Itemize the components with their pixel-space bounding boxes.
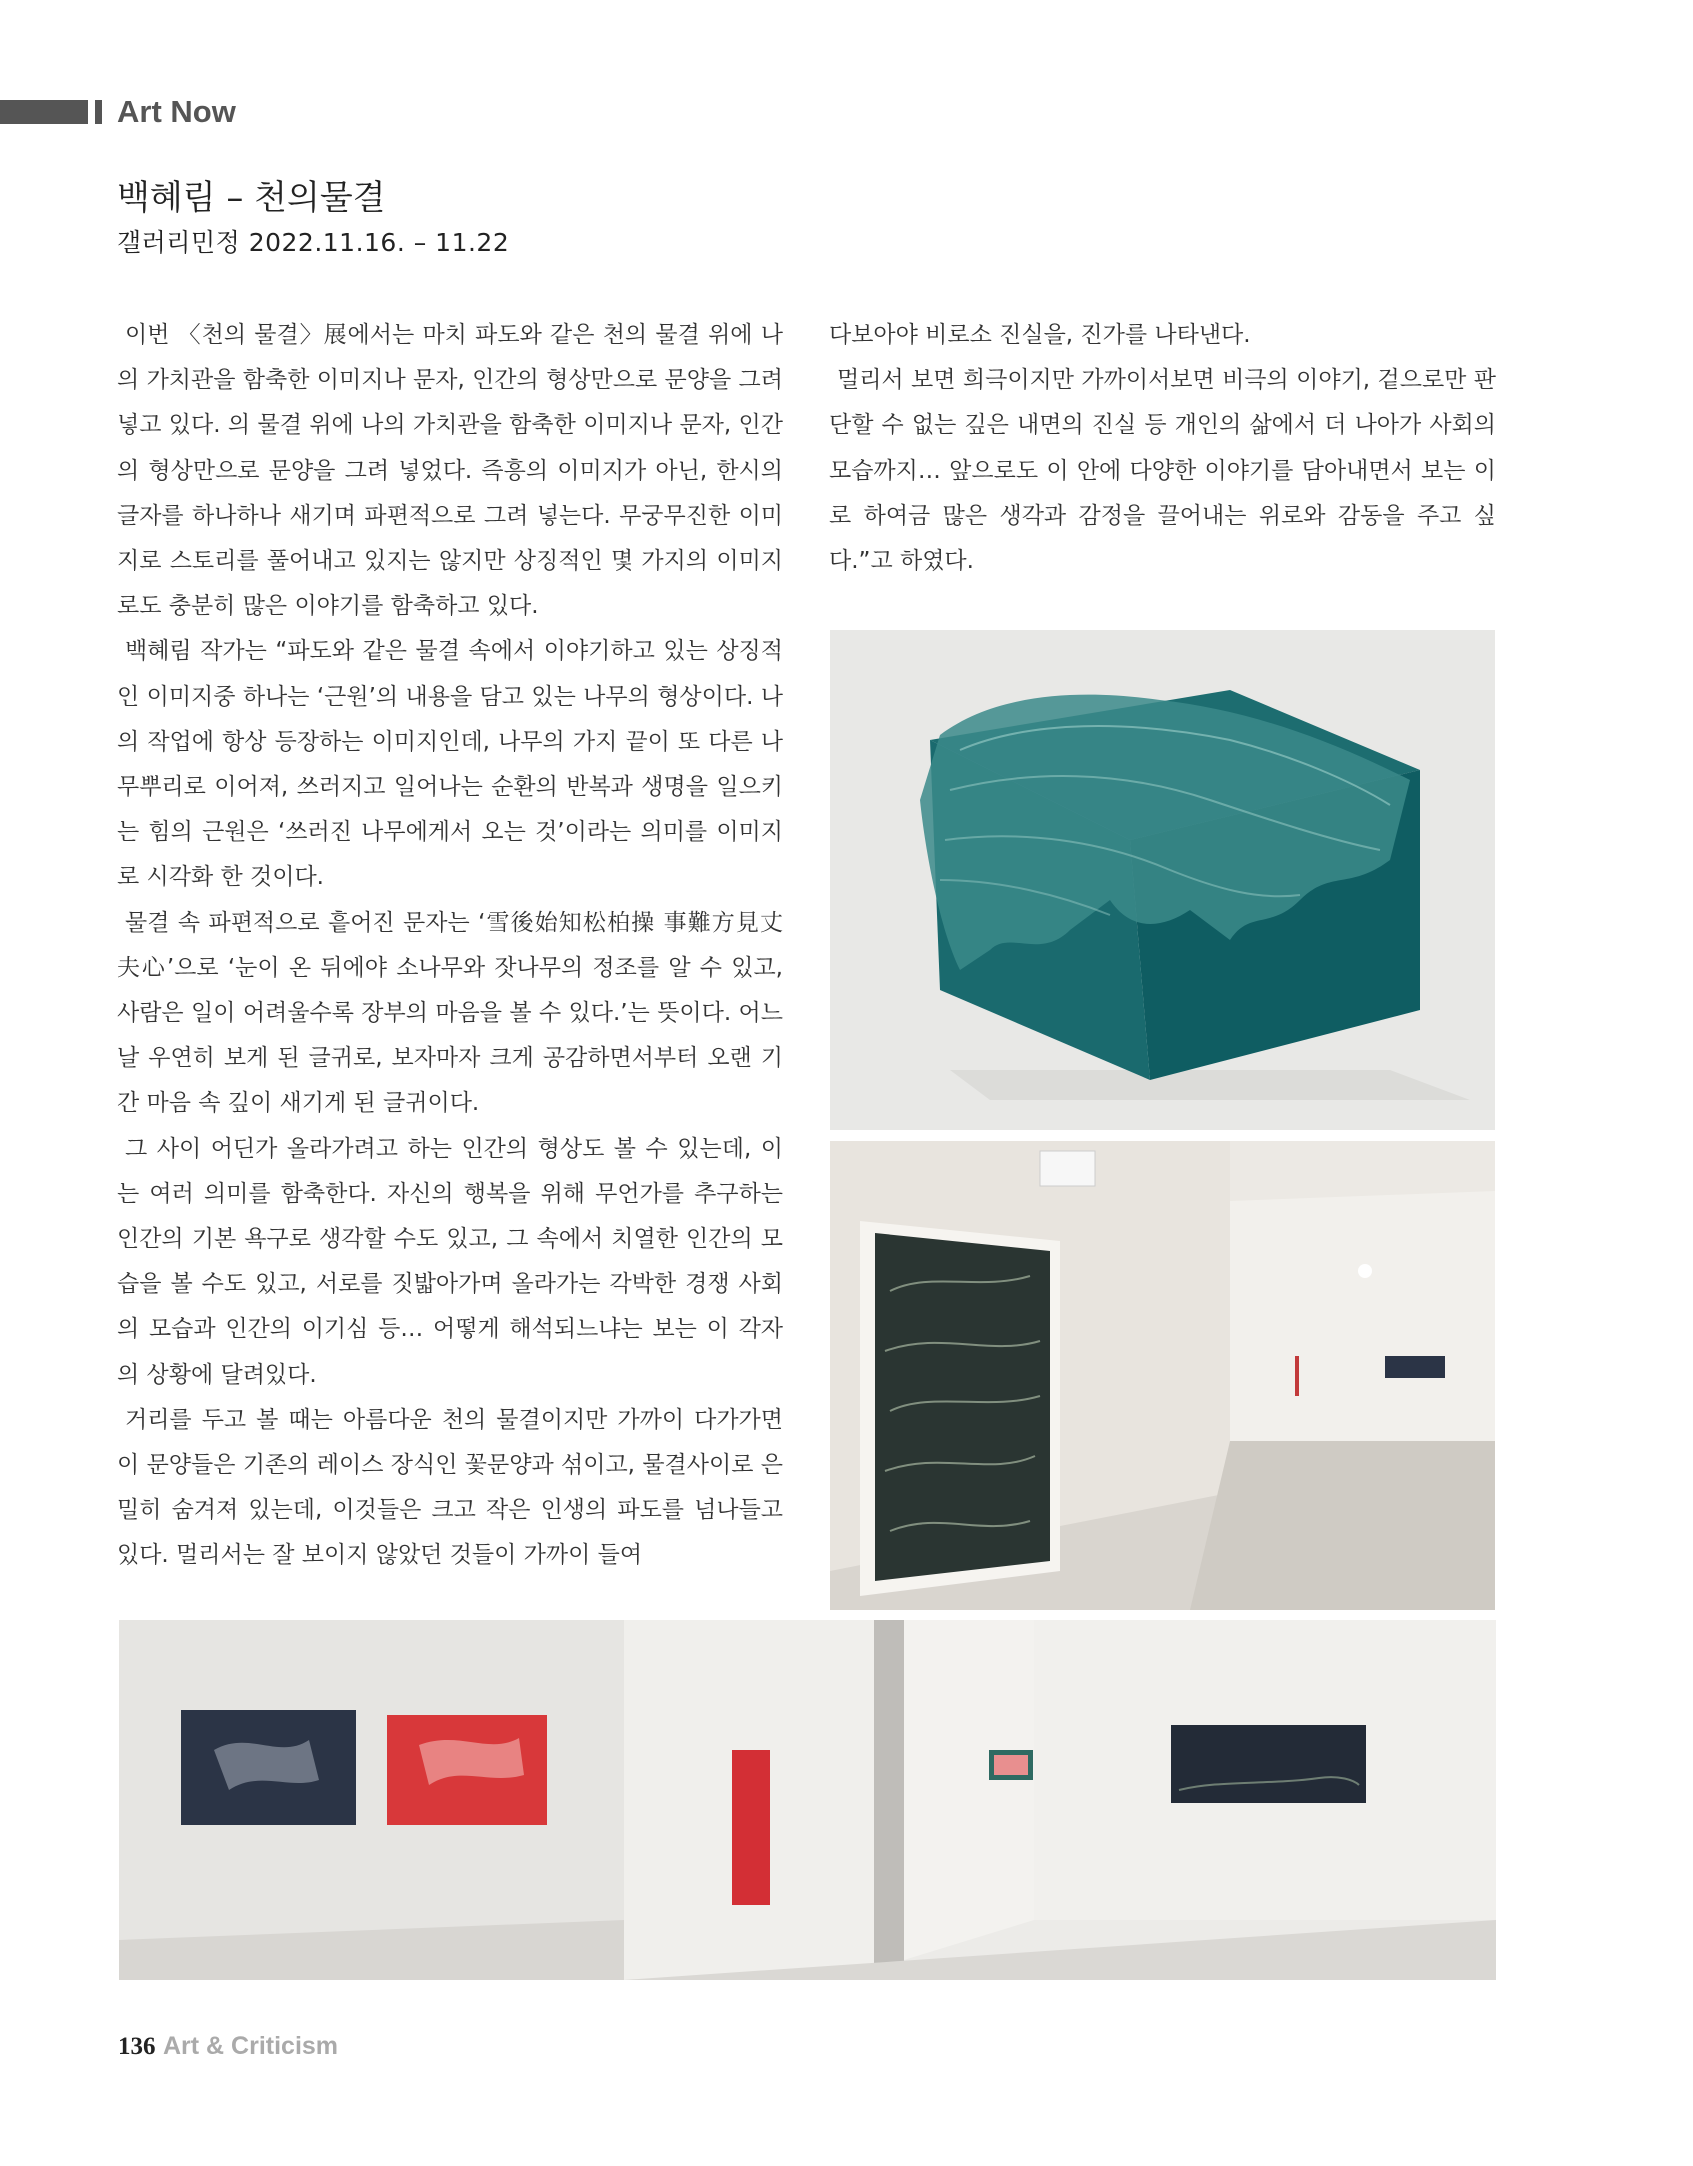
paragraph: 거리를 두고 볼 때는 아름다운 천의 물결이지만 가까이 다가가면 이 문양들은 기존의 레이스 장식인 꽃문양과 섞이고, 물결사이로 은밀히 숨겨져 있는데, 이것들은 크고 작은 인생의 파도를 넘나들고 있다. 멀리서는 잘 보이지 않았던 것들이 가까이 들여: [117, 1406, 783, 1569]
section-tick: [95, 100, 102, 124]
article-title: 백혜림 – 천의물결: [117, 178, 386, 218]
page-number: 136: [118, 2033, 156, 2060]
left-column: [117, 313, 783, 1579]
paragraph: 백혜림 작가는 “파도와 같은 물결 속에서 이야기하고 있는 상징적인 이미지중 하나는 ‘근원’의 내용을 담고 있는 나무의 형상이다. 나의 작업에 항상 등장하는 이미지인데, 나무의 가지 끝이 또 다른 나무뿌리로 이어져, 쓰러지고 일어나는 순환의 반복과 생명을 일으키는 힘의 근원은 ‘쓰러진 나무에게서 오는 것’이라는 의미를 이미지로 시각화 한 것이다.: [117, 638, 783, 891]
section-label: Art Now: [117, 94, 236, 129]
paragraph: 그 사이 어딘가 올라가려고 하는 인간의 형상도 볼 수 있는데, 이는 여러 의미를 함축한다. 자신의 행복을 위해 무언가를 추구하는 인간의 기본 욕구로 생각할 수도 있고, 그 속에서 치열한 인간의 모습을 볼 수도 있고, 서로를 짓밟아가며 올라가는 각박한 경쟁 사회의 모습과 인간의 이기심 등… 어떻게 해석되느냐는 보는 이 각자의 상황에 달려있다.: [117, 1135, 783, 1388]
paragraph: 이번 〈천의 물결〉展에서는 마치 파도와 같은 천의 물결 위에 나의 가치관을 함축한 이미지나 문자, 인간의 형상만으로 문양을 그려 넣고 있다. 의 물결 위에 나의 가치관을 함축한 이미지나 문자, 인간의 형상만으로 문양을 그려 넣었다. 즉흥의 이미지가 아닌, 한시의 글자를 하나하나 새기며 파편적으로 그려 넣는다. 무궁무진한 이미지로 스토리를 풀어내고 있지는 않지만 상징적인 몇 가지의 이미지로도 충분히 많은 이야기를 함축하고 있다.: [117, 322, 783, 620]
article-subtitle: 갤러리민정 2022.11.16. – 11.22: [117, 228, 510, 257]
artwork-photo-teal-box: [830, 630, 1495, 1130]
section-bar: [0, 100, 88, 124]
paragraph: 물결 속 파편적으로 흩어진 문자는 ‘雪後始知松柏操 事難方見丈夫心’으로 ‘눈이 온 뒤에야 소나무와 잣나무의 정조를 알 수 있고, 사람은 일이 어려울수록 장부의 마음을 볼 수 있다.’는 뜻이다. 어느 날 우연히 보게 된 글귀로, 보자마자 크게 공감하면서부터 오랜 기간 마음 속 깊이 새기게 된 글귀이다.: [117, 909, 783, 1117]
gallery-photo-interior: [830, 1141, 1495, 1610]
paragraph: 멀리서 보면 희극이지만 가까이서보면 비극의 이야기, 겉으로만 판단할 수 없는 깊은 내면의 진실 등 개인의 삶에서 더 나아가 사회의 모습까지… 앞으로도 이 안에 다양한 이야기를 담아내면서 보는 이로 하여금 많은 생각과 감정을 끌어내는 위로와 감동을 주고 싶다.”고 하였다.: [829, 367, 1496, 575]
paragraph: 다보아야 비로소 진실을, 진가를 나타낸다.: [829, 322, 1251, 348]
magazine-name: Art & Criticism: [163, 2032, 339, 2060]
gallery-photo-wide: [119, 1620, 1496, 1980]
right-column: [829, 313, 1496, 584]
